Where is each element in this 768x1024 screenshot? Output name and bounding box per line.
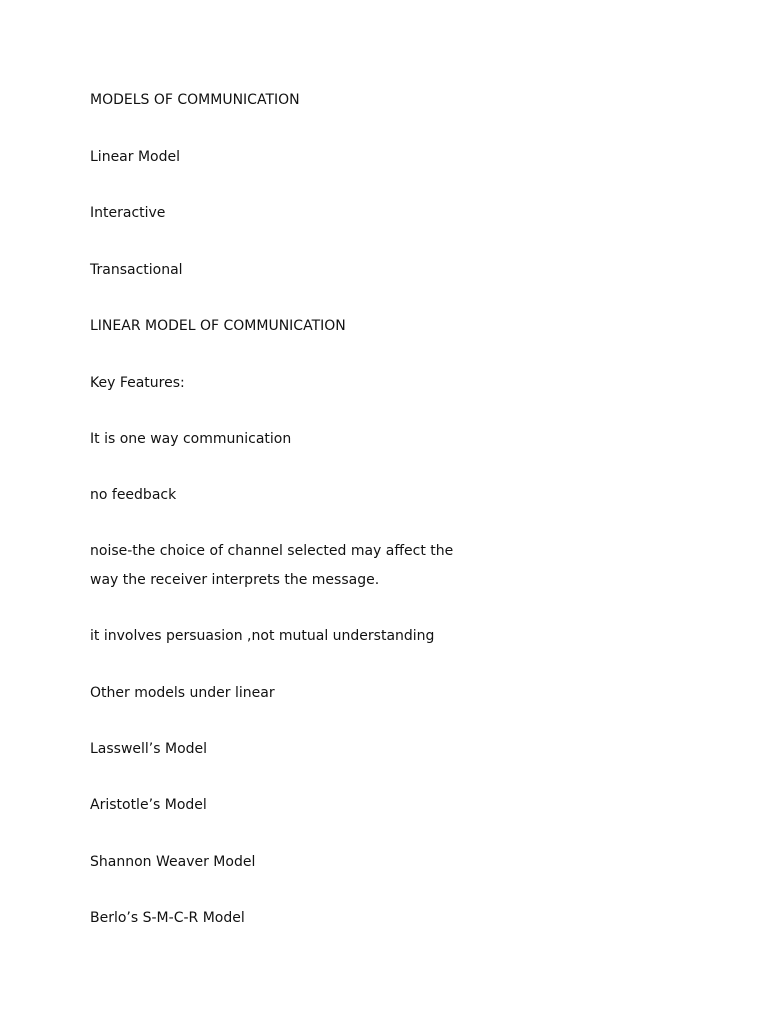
paragraph-persuasion: it involves persuasion ,not mutual understanding xyxy=(90,628,435,644)
paragraph-interactive: Interactive xyxy=(90,205,166,221)
paragraph-aristotle: Aristotle’s Model xyxy=(90,797,207,813)
paragraph-transactional: Transactional xyxy=(90,262,183,278)
document-title: MODELS OF COMMUNICATION xyxy=(90,92,300,108)
paragraph-other-models: Other models under linear xyxy=(90,685,275,701)
paragraph-shannon-weaver: Shannon Weaver Model xyxy=(90,854,256,870)
paragraph-no-feedback: no feedback xyxy=(90,487,177,503)
paragraph-lasswell: Lasswell’s Model xyxy=(90,741,208,757)
paragraph-linear-model: Linear Model xyxy=(90,149,180,165)
paragraph-one-way: It is one way communication xyxy=(90,431,292,447)
section-heading-linear-model: LINEAR MODEL OF COMMUNICATION xyxy=(90,318,346,334)
paragraph-berlo: Berlo’s S-M-C-R Model xyxy=(90,910,245,926)
paragraph-key-features: Key Features: xyxy=(90,375,185,391)
paragraph-noise: noise-the choice of channel selected may affect the way the receiver interprets the message. xyxy=(90,543,454,588)
